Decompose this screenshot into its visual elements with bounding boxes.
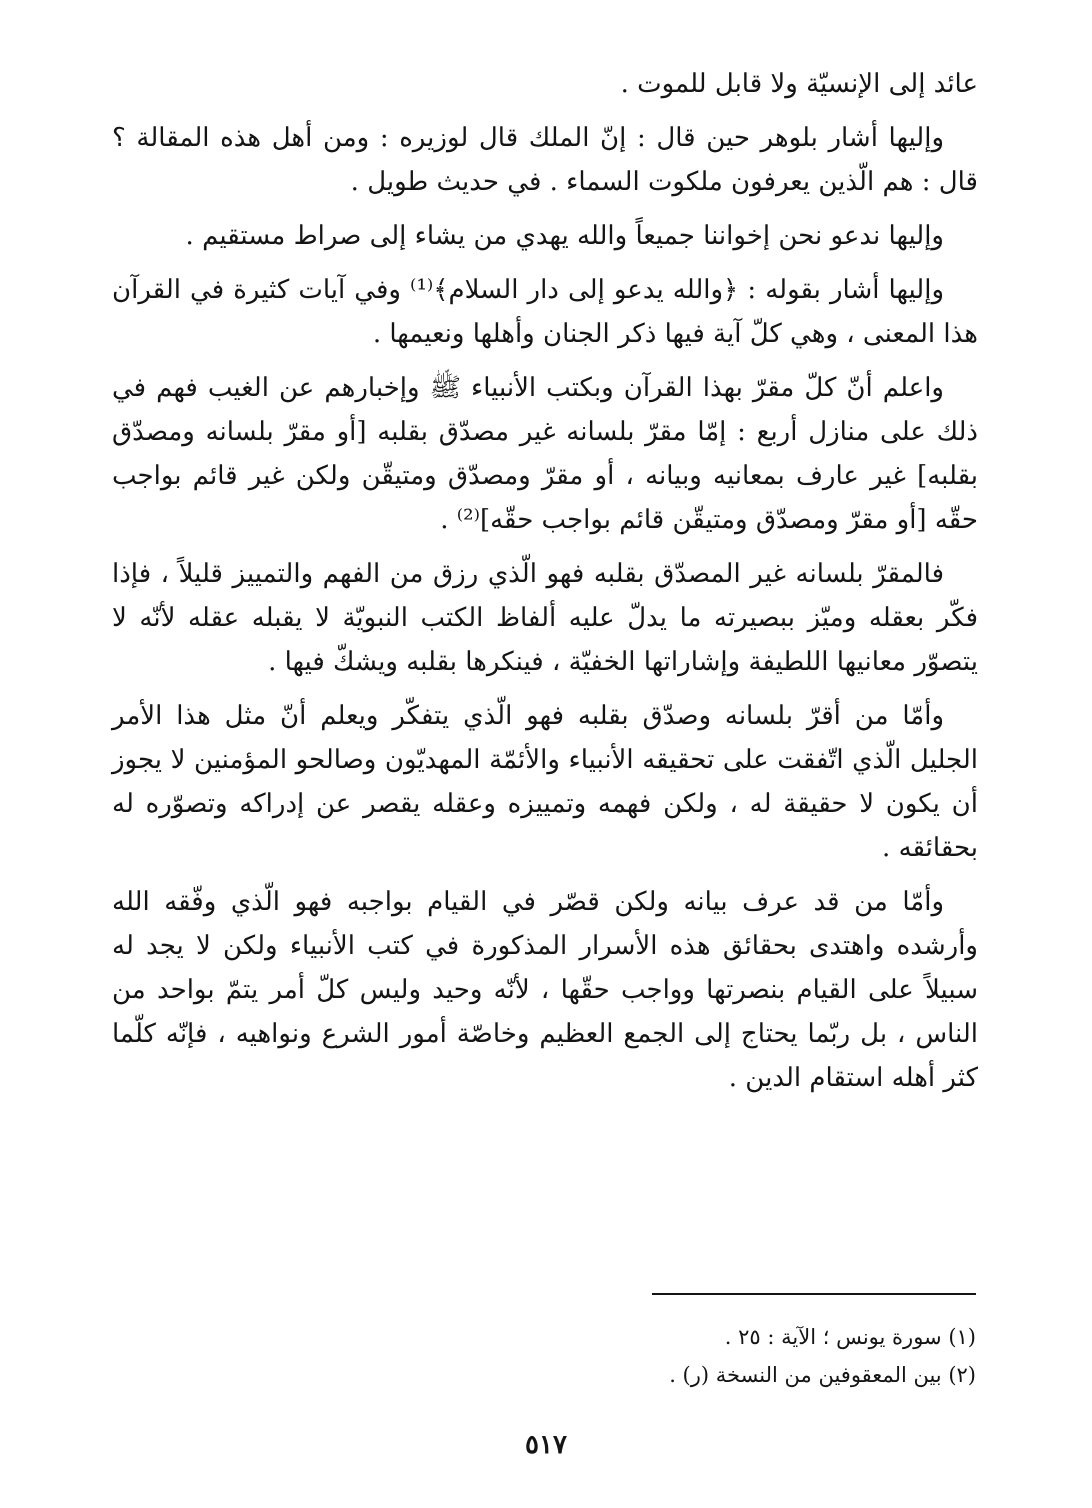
paragraph-5: واعلم أنّ كلّ مقرّ بهذا القرآن وبكتب الأنبياء ﷺ وإخبارهم عن الغيب فهم في ذلك على منازل أربع : إمّا مقرّ بلسانه غير مصدّق بقلبه [أو مقرّ بلسانه ومصدّق بقلبه] غير عارف بمعانيه وبيانه ، أو مقرّ ومصدّق ومتيقّن ولكن غير قائم بواجب حقّه [أو مقرّ ومصدّق ومتيقّن قائم بواجب حقّه]⁽²⁾ . [112,373,978,535]
main-text [112,62,978,1110]
paragraph-3: وإليها ندعو نحن إخواننا جميعاً والله يهدي من يشاء إلى صراط مستقيم . [185,221,944,251]
paragraph-1: عائد إلى الإنسيّة ولا قابل للموت . [620,69,978,99]
footnote-2: (٢) بين المعقوفين من النسخة (ر) . [669,1363,976,1387]
paragraph-8: وأمّا من قد عرف بيانه ولكن قصّر في القيام بواجبه فهو الّذي وفّقه الله وأرشده واهتدى بحقائق هذه الأسرار المذكورة في كتب الأنبياء ولكن لا يجد له سبيلاً على القيام بنصرتها وواجب حقّها ، لأنّه وحيد وليس كلّ أمر يتمّ بواحد من الناس ، بل ربّما يحتاج إلى الجمع العظيم وخاصّة أمور الشرع ونواهيه ، فإنّه كلّما كثر أهله استقام الدين . [112,887,978,1093]
footnote-1: (١) سورة يونس ؛ الآية : ٢٥ . [724,1325,976,1349]
footnote-divider [652,1293,976,1295]
paragraph-2: وإليها أشار بلوهر حين قال : إنّ الملك قال لوزيره : ومن أهل هذه المقالة ؟ قال : هم الّذين يعرفون ملكوت السماء . في حديث طويل . [112,123,978,197]
paragraph-6: فالمقرّ بلسانه غير المصدّق بقلبه فهو الّذي رزق من الفهم والتمييز قليلاً ، فإذا فكّر بعقله وميّز ببصيرته ما يدلّ عليه ألفاظ الكتب النبويّة لا يقبله عقله لأنّه لا يتصوّر معانيها اللطيفة وإشاراتها الخفيّة ، فينكرها بقلبه ويشكّ فيها . [112,559,978,677]
footnotes [400,1318,976,1394]
paragraph-4: وإليها أشار بقوله : ﴿والله يدعو إلى دار السلام﴾⁽¹⁾ وفي آيات كثيرة في القرآن هذا المعنى ، وهي كلّ آية فيها ذكر الجنان وأهلها ونعيمها . [112,275,978,349]
paragraph-7: وأمّا من أقرّ بلسانه وصدّق بقلبه فهو الّذي يتفكّر ويعلم أنّ مثل هذا الأمر الجليل الّذي اتّفقت على تحقيقه الأنبياء والأئمّة المهديّون وصالحو المؤمنين لا يجوز أن يكون لا حقيقة له ، ولكن فهمه وتمييزه وعقله يقصر عن إدراكه وتصوّره له بحقائقه . [112,701,978,863]
page-number: ٥١٧ [525,1430,567,1460]
